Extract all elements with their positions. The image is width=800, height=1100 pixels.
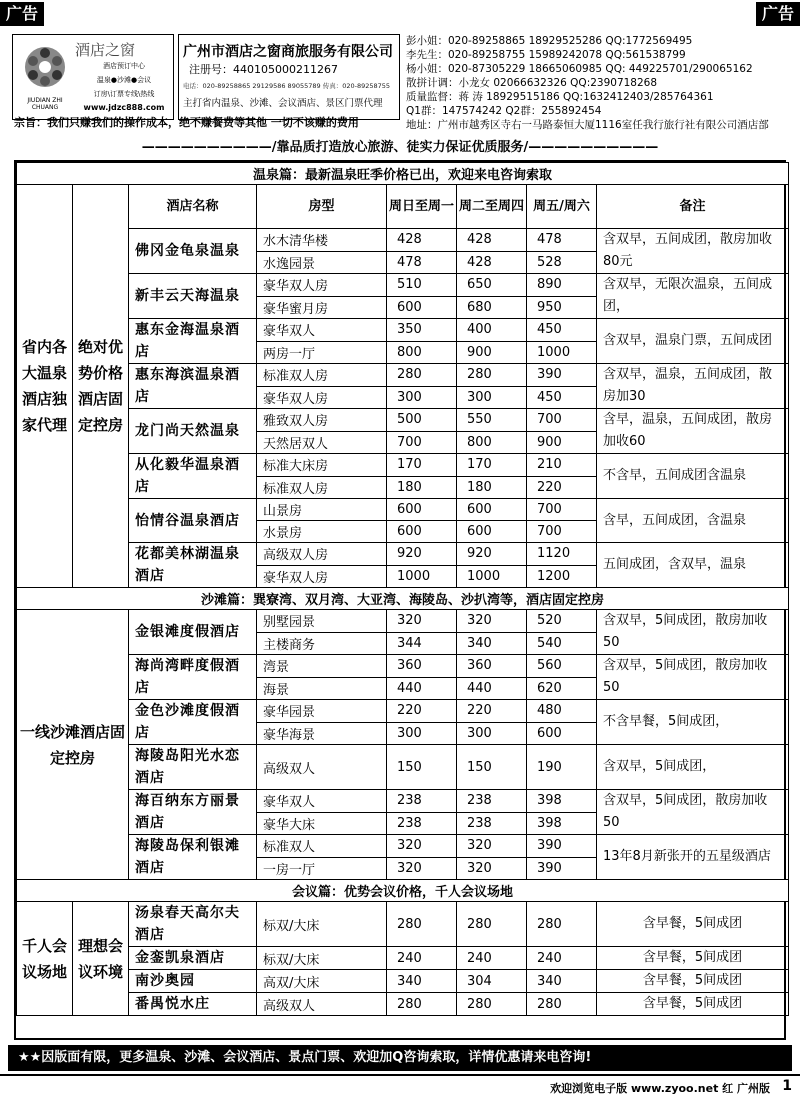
room-type: 雅致双人房 [257,409,387,432]
price-sun-mon: 238 [387,790,457,813]
company-tel: 电话：020-89258865 29129586 89055789 传真：020-89258755 [183,82,391,90]
price-tue-thu: 1000 [457,565,527,588]
table-row [17,499,789,521]
price-sun-mon: 220 [387,700,457,723]
logo-pinyin: JIUDIAN ZHI CHUANG [27,97,63,111]
price-tue-thu: 280 [457,902,527,947]
price-sun-mon: 700 [387,431,457,454]
room-type: 高级双人 [257,745,387,790]
beach-side: 一线沙滩酒店固定控房 [17,610,129,880]
hot-spring-section [17,163,789,185]
table-row [17,409,789,432]
price-fri-sat: 210 [527,454,597,477]
room-type: 豪华双人房 [257,274,387,297]
price-sun-mon: 478 [387,251,457,274]
price-tue-thu: 600 [457,499,527,521]
header-room: 房型 [257,185,387,229]
hotel-name: 佛冈金龟泉温泉 [129,229,257,274]
logo-icon [21,43,69,93]
hotel-note: 含双早，5间成团， [597,745,789,790]
table-row [17,790,789,813]
price-fri-sat: 480 [527,700,597,723]
price-fri-sat: 390 [527,364,597,387]
price-fri-sat: 700 [527,409,597,432]
hotel-note: 含早餐，5间成团 [597,947,789,970]
header-hotel: 酒店名称 [129,185,257,229]
price-fri-sat: 1120 [527,543,597,566]
price-fri-sat: 390 [527,857,597,880]
table-row [17,947,789,970]
price-fri-sat: 700 [527,521,597,543]
price-fri-sat: 560 [527,655,597,678]
room-type: 天然居双人 [257,431,387,454]
logo-services: 温泉●沙滩●会议 [96,76,152,84]
price-sun-mon: 300 [387,722,457,745]
hotel-name: 番禺悦水庄 [129,993,257,1016]
price-fri-sat: 900 [527,431,597,454]
ad-tag-left: 广告 [0,2,44,26]
price-tue-thu: 238 [457,812,527,835]
price-tue-thu: 220 [457,700,527,723]
table-row [17,700,789,723]
price-sun-mon: 600 [387,521,457,543]
room-type: 豪华双人 [257,319,387,342]
price-sun-mon: 500 [387,409,457,432]
price-tue-thu: 900 [457,341,527,364]
room-type: 标双/大床 [257,947,387,970]
price-sun-mon: 280 [387,364,457,387]
room-type: 标双/大床 [257,902,387,947]
room-type: 豪华双人房 [257,386,387,409]
hotel-name: 花都美林湖温泉酒店 [129,543,257,588]
room-type: 高级双人房 [257,543,387,566]
hotel-name: 龙门尚天然温泉 [129,409,257,454]
price-sun-mon: 510 [387,274,457,297]
price-sun-mon: 600 [387,296,457,319]
contact-row: 杨小姐：020-87305229 18665060985 QQ: 449225701/290065162 [406,63,753,75]
hotel-name: 海百纳东方丽景酒店 [129,790,257,835]
slogan: ——————————/靠品质打造放心旅游、徒实力保证优质服务/—————————— [141,140,659,155]
company-box [178,34,400,120]
contact-row: 彭小姐：020-89258865 18929525286 QQ:1772569495 [406,35,693,47]
contact-row: 散拼计调：小龙女 02066632326 QQ:2390718268 [406,77,658,89]
price-tue-thu: 150 [457,745,527,790]
price-fri-sat: 478 [527,229,597,252]
price-sun-mon: 170 [387,454,457,477]
footer-divider [0,1074,800,1076]
hotel-note: 含早餐，5间成团 [597,970,789,993]
price-sun-mon: 320 [387,835,457,858]
hotel-note: 含双早，5间成团，散房加收50 [597,610,789,655]
hotel-note: 13年8月新张开的五星级酒店 [597,835,789,880]
price-fri-sat: 450 [527,386,597,409]
header-note: 备注 [597,185,789,229]
hotel-note: 含双早，5间成团，散房加收50 [597,790,789,835]
price-sun-mon: 600 [387,499,457,521]
contact-row: 质量监督：蒋 涛 18929515186 QQ:1632412403/285764361 [406,91,714,103]
price-tue-thu: 300 [457,386,527,409]
hotel-name: 南沙奥园 [129,970,257,993]
room-type: 湾景 [257,655,387,678]
room-type: 山景房 [257,499,387,521]
hotel-note: 含早餐，5间成团 [597,993,789,1016]
price-sun-mon: 1000 [387,565,457,588]
room-type: 水木清华楼 [257,229,387,252]
price-fri-sat: 220 [527,476,597,499]
table-header-row [17,185,789,229]
contact-row: 李先生：020-89258755 15989242078 QQ:561538799 [406,49,686,61]
price-fri-sat: 950 [527,296,597,319]
hotel-name: 惠东海滨温泉酒店 [129,364,257,409]
hotel-name: 惠东金海温泉酒店 [129,319,257,364]
company-name: 广州市酒店之窗商旅服务有限公司 [183,44,393,60]
room-type: 豪华双人房 [257,565,387,588]
ad-tag-right: 广告 [756,2,800,26]
price-fri-sat: 620 [527,677,597,700]
price-tue-thu: 280 [457,993,527,1016]
hotel-note: 五间成团，含双早，温泉 [597,543,789,588]
company-biz: 主打省内温泉、沙滩、会议酒店、景区门票代理 [183,98,383,109]
price-tue-thu: 680 [457,296,527,319]
price-tue-thu: 280 [457,364,527,387]
logo-website: www.jdzc888.com [83,103,165,112]
room-type: 标准大床房 [257,454,387,477]
table-row [17,993,789,1016]
hotel-name: 海陵岛阳光水恋酒店 [129,745,257,790]
price-tue-thu: 320 [457,835,527,858]
price-fri-sat: 398 [527,790,597,813]
price-tue-thu: 340 [457,632,527,655]
price-tue-thu: 400 [457,319,527,342]
meeting-section [17,880,789,902]
hotel-name: 金銮凯泉酒店 [129,947,257,970]
price-tue-thu: 300 [457,722,527,745]
logo-box [12,34,174,120]
table-row [17,835,789,858]
logo-hotline: 订房\订票专线\热线 [93,90,155,98]
logo-name: 酒店之窗 [75,41,136,59]
footer-info: 欢迎浏览电子版 www.zyoo.net 红 广州版 [550,1082,770,1095]
hotel-name: 金色沙滩度假酒店 [129,700,257,745]
price-tue-thu: 600 [457,521,527,543]
hotel-name: 金银滩度假酒店 [129,610,257,655]
room-type: 豪华蜜月房 [257,296,387,319]
company-reg: 注册号：440105000211267 [189,63,338,76]
table-row [17,319,789,342]
hotel-note: 含双早，无限次温泉，五间成团， [597,274,789,319]
price-sun-mon: 280 [387,902,457,947]
room-type: 两房一厅 [257,341,387,364]
table-row [17,229,789,252]
price-tue-thu: 428 [457,251,527,274]
room-type: 海景 [257,677,387,700]
price-sun-mon: 240 [387,947,457,970]
hotel-note: 含双早，5间成团，散房加收50 [597,655,789,700]
price-sun-mon: 920 [387,543,457,566]
price-sun-mon: 344 [387,632,457,655]
price-tue-thu: 440 [457,677,527,700]
price-fri-sat: 540 [527,632,597,655]
price-fri-sat: 600 [527,722,597,745]
room-type: 别墅园景 [257,610,387,633]
price-fri-sat: 700 [527,499,597,521]
price-fri-sat: 1200 [527,565,597,588]
hotel-name: 从化毅华温泉酒店 [129,454,257,499]
price-sun-mon: 150 [387,745,457,790]
price-fri-sat: 520 [527,610,597,633]
table-row [17,454,789,477]
room-type: 豪华园景 [257,700,387,723]
price-fri-sat: 528 [527,251,597,274]
hot-spring-side-b: 绝对优势价格 酒店固定控房 [73,185,129,588]
price-fri-sat: 190 [527,745,597,790]
hotel-name: 怡情谷温泉酒店 [129,499,257,543]
price-sun-mon: 360 [387,655,457,678]
table-row [17,902,789,947]
price-tue-thu: 428 [457,229,527,252]
price-tue-thu: 920 [457,543,527,566]
price-fri-sat: 450 [527,319,597,342]
header [6,30,794,130]
hot-spring-section-title: 温泉篇：最新温泉旺季价格已出，欢迎来电咨询索取 [17,163,789,185]
room-type: 豪华双人 [257,790,387,813]
price-table-box [14,160,786,1040]
contact-row: 地址：广州市越秀区寺右一马路泰恒大厦1116室任我行旅行社有限公司酒店部 [406,119,769,131]
hotel-note: 不含早，五间成团含温泉 [597,454,789,499]
price-tue-thu: 550 [457,409,527,432]
price-sun-mon: 800 [387,341,457,364]
hotel-name: 汤泉春天高尔夫酒店 [129,902,257,947]
room-type: 水逸园景 [257,251,387,274]
price-sun-mon: 320 [387,857,457,880]
room-type: 豪华大床 [257,812,387,835]
room-type: 一房一厅 [257,857,387,880]
price-sun-mon: 440 [387,677,457,700]
hotel-note: 含早餐，5间成团 [597,902,789,947]
price-tue-thu: 304 [457,970,527,993]
page-number: 1 [782,1078,792,1094]
hotel-note: 含双早，温泉门票，五间成团 [597,319,789,364]
beach-section-title: 沙滩篇：巽寮湾、双月湾、大亚湾、海陵岛、沙扒湾等，酒店固定控房 [17,588,789,610]
price-tue-thu: 240 [457,947,527,970]
price-sun-mon: 340 [387,970,457,993]
price-sun-mon: 238 [387,812,457,835]
price-sun-mon: 320 [387,610,457,633]
price-tue-thu: 170 [457,454,527,477]
price-sun-mon: 180 [387,476,457,499]
table-row [17,745,789,790]
hotel-note: 不含早餐，5间成团， [597,700,789,745]
room-type: 豪华海景 [257,722,387,745]
table-row [17,610,789,633]
price-sun-mon: 428 [387,229,457,252]
price-tue-thu: 180 [457,476,527,499]
table-row [17,364,789,387]
price-fri-sat: 1000 [527,341,597,364]
price-fri-sat: 280 [527,902,597,947]
price-table [16,162,789,1016]
price-tue-thu: 650 [457,274,527,297]
price-sun-mon: 300 [387,386,457,409]
header-p1: 周日至周一 [387,185,457,229]
header-p3: 周五/周六 [527,185,597,229]
contacts [406,34,794,132]
hotel-note: 含早，温泉，五间成团，散房加收60 [597,409,789,454]
hotel-name: 海陵岛保利银滩酒店 [129,835,257,880]
hotel-note: 含双早，五间成团，散房加收80元 [597,229,789,274]
hotel-name: 新丰云天海温泉 [129,274,257,319]
table-row [17,655,789,678]
price-tue-thu: 800 [457,431,527,454]
table-row [17,543,789,566]
price-fri-sat: 398 [527,812,597,835]
price-tue-thu: 238 [457,790,527,813]
footer-bar: ★★因版面有限，更多温泉、沙滩、会议酒店、景点门票、欢迎加Q咨询索取，详情优惠请来电咨询! [8,1045,792,1071]
motto: 宗旨：我们只赚我们的操作成本，绝不赚餐费等其他 一切不该赚的费用 [14,116,359,129]
table-row [17,970,789,993]
price-sun-mon: 350 [387,319,457,342]
hotel-name: 海尚湾畔度假酒店 [129,655,257,700]
price-fri-sat: 280 [527,993,597,1016]
room-type: 标准双人房 [257,476,387,499]
meeting-section-title: 会议篇：优势会议价格，千人会议场地 [17,880,789,902]
price-sun-mon: 280 [387,993,457,1016]
header-p2: 周二至周四 [457,185,527,229]
contact-row: Q1群：147574242 Q2群：255892454 [406,105,602,117]
room-type: 主楼商务 [257,632,387,655]
room-type: 高双/大床 [257,970,387,993]
hot-spring-side-a: 省内各大温泉酒店独家代理 [17,185,73,588]
price-fri-sat: 340 [527,970,597,993]
price-fri-sat: 240 [527,947,597,970]
room-type: 标准双人房 [257,364,387,387]
price-tue-thu: 320 [457,857,527,880]
price-fri-sat: 390 [527,835,597,858]
price-fri-sat: 890 [527,274,597,297]
room-type: 标准双人 [257,835,387,858]
table-row [17,274,789,297]
meeting-side-a: 千人会议场地 [17,902,73,1016]
hotel-note: 含双早，温泉，五间成团，散房加30 [597,364,789,409]
room-type: 水景房 [257,521,387,543]
price-table-body [17,163,789,1016]
hotel-note: 含早，五间成团，含温泉 [597,499,789,543]
price-tue-thu: 360 [457,655,527,678]
room-type: 高级双人 [257,993,387,1016]
beach-section [17,588,789,610]
meeting-side-b: 理想会议环境 [73,902,129,1016]
price-tue-thu: 320 [457,610,527,633]
logo-center: 酒店预订中心 [103,62,145,70]
